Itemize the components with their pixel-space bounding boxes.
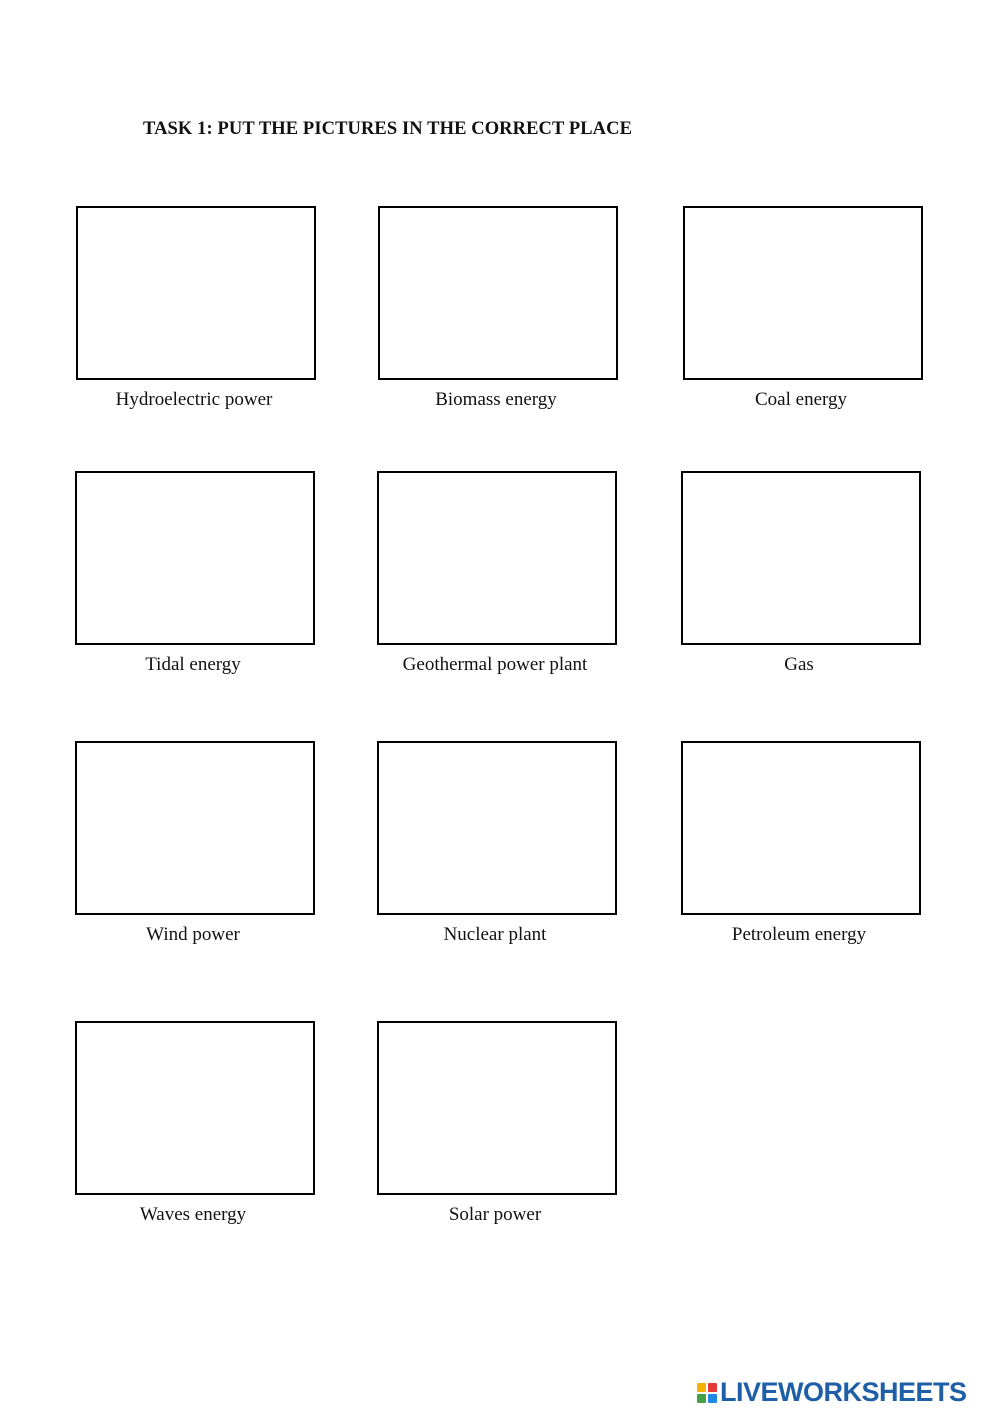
slot-label: Geothermal power plant bbox=[402, 654, 588, 675]
slot-label: Nuclear plant bbox=[443, 924, 547, 945]
slot-label: Wind power bbox=[146, 924, 240, 945]
worksheet-title: TASK 1: PUT THE PICTURES IN THE CORRECT PLACE bbox=[143, 119, 633, 139]
picture-slot bbox=[75, 741, 315, 946]
picture-slot bbox=[76, 206, 316, 411]
picture-slot bbox=[377, 1021, 617, 1226]
picture-drop-zone[interactable] bbox=[683, 206, 923, 380]
picture-slot bbox=[681, 471, 921, 676]
slot-label: Biomass energy bbox=[435, 389, 557, 410]
picture-drop-zone[interactable] bbox=[377, 741, 617, 915]
slot-label: Hydroelectric power bbox=[115, 389, 273, 410]
slot-label: Solar power bbox=[448, 1204, 542, 1225]
picture-slot bbox=[75, 471, 315, 676]
slot-label: Tidal energy bbox=[145, 654, 241, 675]
brand-name: LIVEWORKSHEETS bbox=[720, 1377, 967, 1407]
picture-drop-zone[interactable] bbox=[75, 741, 315, 915]
picture-drop-zone[interactable] bbox=[377, 471, 617, 645]
picture-drop-zone[interactable] bbox=[378, 206, 618, 380]
slot-label: Coal energy bbox=[755, 389, 847, 410]
liveworksheets-brand bbox=[697, 1379, 967, 1406]
picture-drop-zone[interactable] bbox=[377, 1021, 617, 1195]
picture-slot bbox=[377, 741, 617, 946]
slot-label: Petroleum energy bbox=[731, 924, 867, 945]
liveworksheets-logo-icon bbox=[697, 1383, 717, 1403]
picture-slot bbox=[683, 206, 923, 411]
picture-drop-zone[interactable] bbox=[75, 1021, 315, 1195]
slot-label: Gas bbox=[784, 654, 814, 675]
picture-drop-zone[interactable] bbox=[76, 206, 316, 380]
picture-drop-zone[interactable] bbox=[681, 741, 921, 915]
picture-slot bbox=[681, 741, 921, 946]
picture-slot bbox=[377, 471, 617, 676]
picture-drop-zone[interactable] bbox=[75, 471, 315, 645]
picture-slot bbox=[75, 1021, 315, 1226]
picture-drop-zone[interactable] bbox=[681, 471, 921, 645]
slot-label: Waves energy bbox=[139, 1204, 247, 1225]
picture-slot bbox=[378, 206, 618, 411]
